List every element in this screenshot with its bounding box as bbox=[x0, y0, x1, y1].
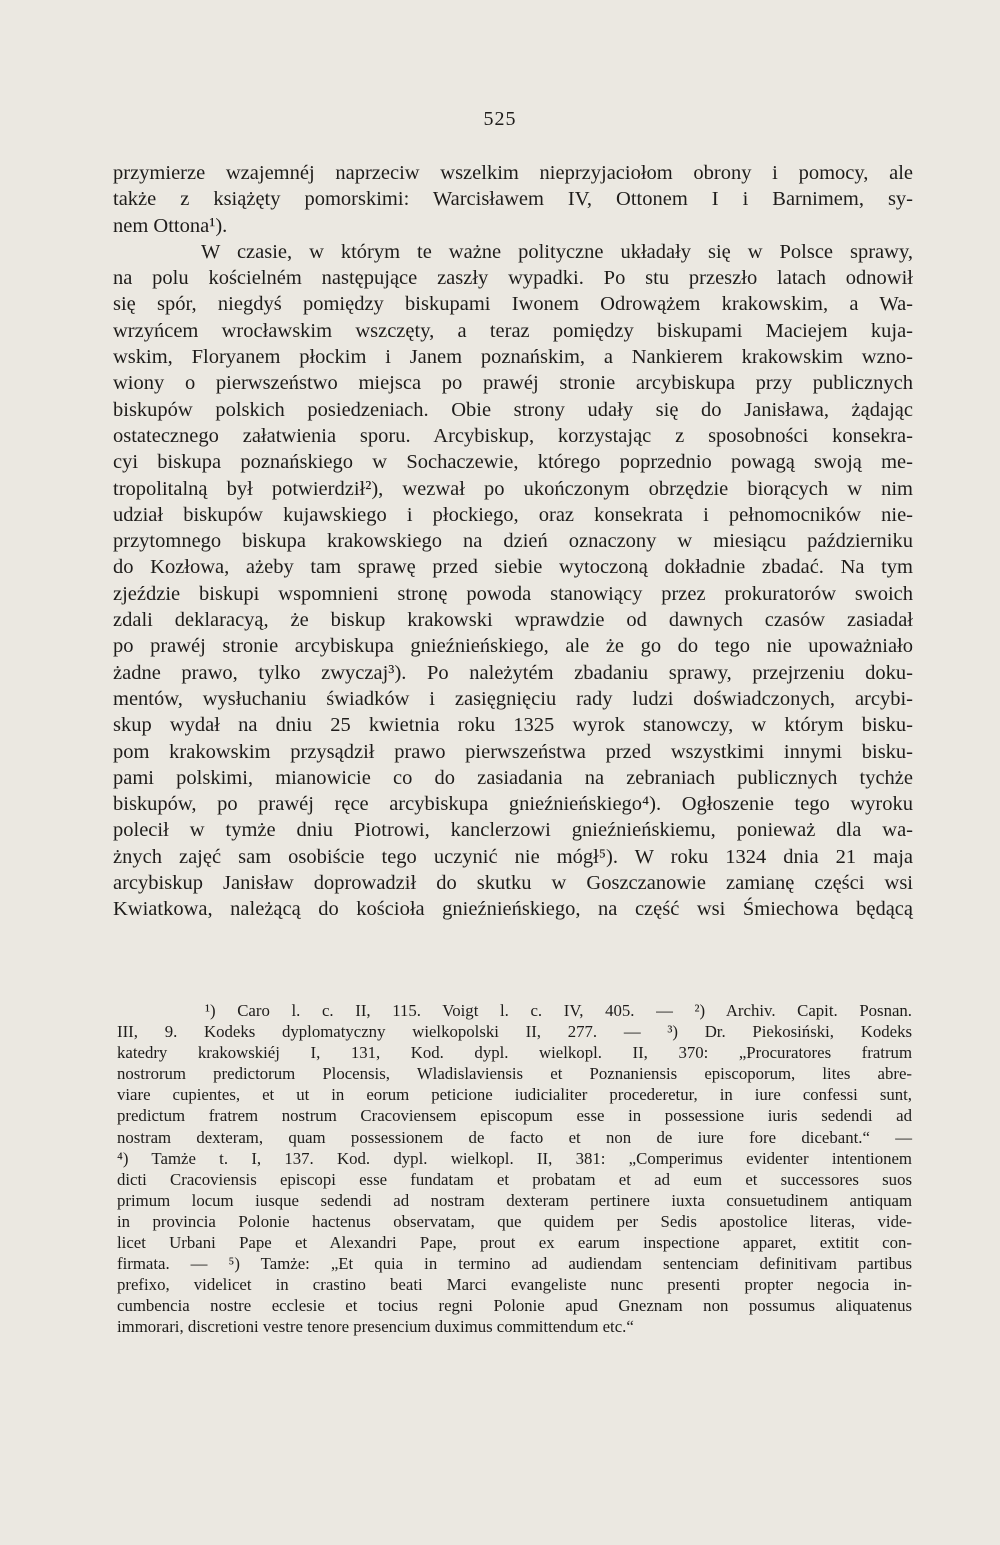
main-text-block bbox=[113, 160, 913, 923]
text-line: biskupów polskich posiedzeniach. Obie strony udały się do Janisława, żądając bbox=[113, 398, 913, 421]
text-line: przytomnego biskupa krakowskiego na dzień oznaczony w miesiącu październiku bbox=[113, 530, 913, 553]
text-line: polecił w tymże dniu Piotrowi, kanclerzowi gnieźnieńskiemu, ponieważ dla wa- bbox=[113, 819, 913, 842]
text-line: ostatecznego załatwienia sporu. Arcybiskup, korzystając z sposobności konsekra- bbox=[113, 424, 913, 447]
footnote-line: prefixo, videlicet in crastino beati Marci evangeliste nunc presenti propter negocia in- bbox=[117, 1275, 912, 1295]
text-line: tropolitalną był potwierdził²), wezwał po ukończonym obrzędzie biorących w nim bbox=[113, 477, 913, 500]
text-line: wrzyńcem wrocławskim wszczęty, a teraz pomiędzy biskupami Maciejem kuja- bbox=[113, 319, 913, 342]
footnotes-block bbox=[117, 1000, 912, 1338]
text-line: pom krakowskim przysądził prawo pierwszeństwa przed wszystkimi innymi bisku- bbox=[113, 740, 913, 763]
text-line: się spór, niegdyś pomiędzy biskupami Iwonem Odrowążem krakowskim, a Wa- bbox=[113, 293, 913, 316]
text-line: żadne prawo, tylko zwyczaj³). Po należytém zbadaniu sprawy, przejrzeniu doku- bbox=[113, 661, 913, 684]
text-line: udział biskupów kujawskiego i płockiego, oraz konsekrata i pełnomocników nie- bbox=[113, 503, 913, 526]
footnote-line: nostrorum predictorum Plocensis, Wladislaviensis et Poznaniensis episcoporum, lites abre- bbox=[117, 1064, 912, 1084]
footnote-line: dicti Cracoviensis episcopi esse fundatam et probatam et ad eum et successores suos bbox=[117, 1169, 912, 1189]
footnote-line: cumbencia nostre ecclesie et tocius regni Polonie apud Gneznam non possumus aliquatenus bbox=[117, 1296, 912, 1316]
text-line: zjeździe biskupi wspomnieni stronę powoda stanowiący przez prokuratorów swoich bbox=[113, 582, 913, 605]
text-line: wskim, Floryanem płockim i Janem poznańskim, a Nankierem krakowskim wzno- bbox=[113, 346, 913, 369]
footnote-line: firmata. — ⁵) Tamże: „Et quia in termino ad audiendam sentenciam definitivam partibus bbox=[117, 1254, 912, 1274]
footnote-line: predictum fratrem nostrum Cracoviensem episcopum esse in possessione iuris sedendi ad bbox=[117, 1106, 912, 1126]
text-line: mentów, wysłuchaniu świadków i zasięgnięciu rady ludzi doświadczonych, arcybi- bbox=[113, 687, 913, 710]
footnote-line: in provincia Polonie hactenus observatam, que quidem per Sedis apostolice literas, vide- bbox=[117, 1211, 912, 1231]
text-line: żnych zajęć sam osobiście tego uczynić nie mógł⁵). W roku 1324 dnia 21 maja bbox=[113, 845, 913, 868]
text-line: W czasie, w którym te ważne polityczne układały się w Polsce sprawy, bbox=[201, 240, 913, 263]
text-line: także z książęty pomorskimi: Warcisławem IV, Ottonem I i Barnimem, sy- bbox=[113, 188, 913, 211]
text-line: po prawéj stronie arcybiskupa gnieźnieńskiego, ale że go do tego nie upoważniało bbox=[113, 635, 913, 658]
text-line: do Kozłowa, ażeby tam sprawę przed siebie wytoczoną dokładnie zbadać. Na tym bbox=[113, 556, 913, 579]
footnote-line: primum locum iusque sedendi ad nostram dexteram pertinere iuxta consuetudinem antiquam bbox=[117, 1190, 912, 1210]
footnote-line: ⁴) Tamże t. I, 137. Kod. dypl. wielkopl. II, 381: „Comperimus evidenter intentionem bbox=[117, 1148, 912, 1168]
footnote-line: III, 9. Kodeks dyplomatyczny wielkopolski II, 277. — ³) Dr. Piekosiński, Kodeks bbox=[117, 1022, 912, 1042]
text-line: przymierze wzajemnéj naprzeciw wszelkim nieprzyjaciołom obrony i pomocy, ale bbox=[113, 162, 913, 184]
text-line: Kwiatkowa, należącą do kościoła gnieźnieńskiego, na część wsi Śmiechowa będącą bbox=[113, 898, 913, 921]
text-line: wiony o pierwszeństwo miejsca po prawéj stronie arcybiskupa przy publicznych bbox=[113, 372, 913, 395]
footnote-line: katedry krakowskiéj I, 131, Kod. dypl. wielkopl. II, 370: „Procuratores fratrum bbox=[117, 1043, 912, 1063]
text-line: pami polskimi, mianowicie co do zasiadania na zebraniach publicznych tychże bbox=[113, 766, 913, 789]
footnote-line: nostram dexteram, quam possessionem de facto et non de iure fore dicebant.“ — bbox=[117, 1127, 912, 1147]
text-line: nem Ottona¹). bbox=[113, 214, 228, 237]
footnote-line: viare cupientes, et ut in eorum peticione iudicialiter procederetur, in iure confessi sunt, bbox=[117, 1085, 912, 1105]
text-line: arcybiskup Janisław doprowadził do skutku w Goszczanowie zamianę części wsi bbox=[113, 872, 913, 895]
footnote-line: licet Urbani Pape et Alexandri Pape, prout ex earum inspectione apparet, extitit con- bbox=[117, 1233, 912, 1253]
text-line: biskupów, po prawéj ręce arcybiskupa gnieźnieńskiego⁴). Ogłoszenie tego wyroku bbox=[113, 793, 913, 816]
text-line: na polu kościelném następujące zaszły wypadki. Po stu przeszło latach odnowił bbox=[113, 267, 913, 290]
text-line: skup wydał na dniu 25 kwietnia roku 1325 wyrok stanowczy, w którym bisku- bbox=[113, 714, 913, 737]
text-line: zdali deklaracyą, że biskup krakowski wprawdzie od dawnych czasów zasiadał bbox=[113, 609, 913, 632]
page-number: 525 bbox=[483, 108, 517, 130]
footnote-line: immorari, discretioni vestre tenore presencium duximus committendum etc.“ bbox=[117, 1317, 634, 1337]
footnote-line: ¹) Caro l. c. II, 115. Voigt l. c. IV, 405. — ²) Archiv. Capit. Posnan. bbox=[205, 1001, 912, 1020]
text-line: cyi biskupa poznańskiego w Sochaczewie, którego poprzednio powagą swoją me- bbox=[113, 451, 913, 474]
